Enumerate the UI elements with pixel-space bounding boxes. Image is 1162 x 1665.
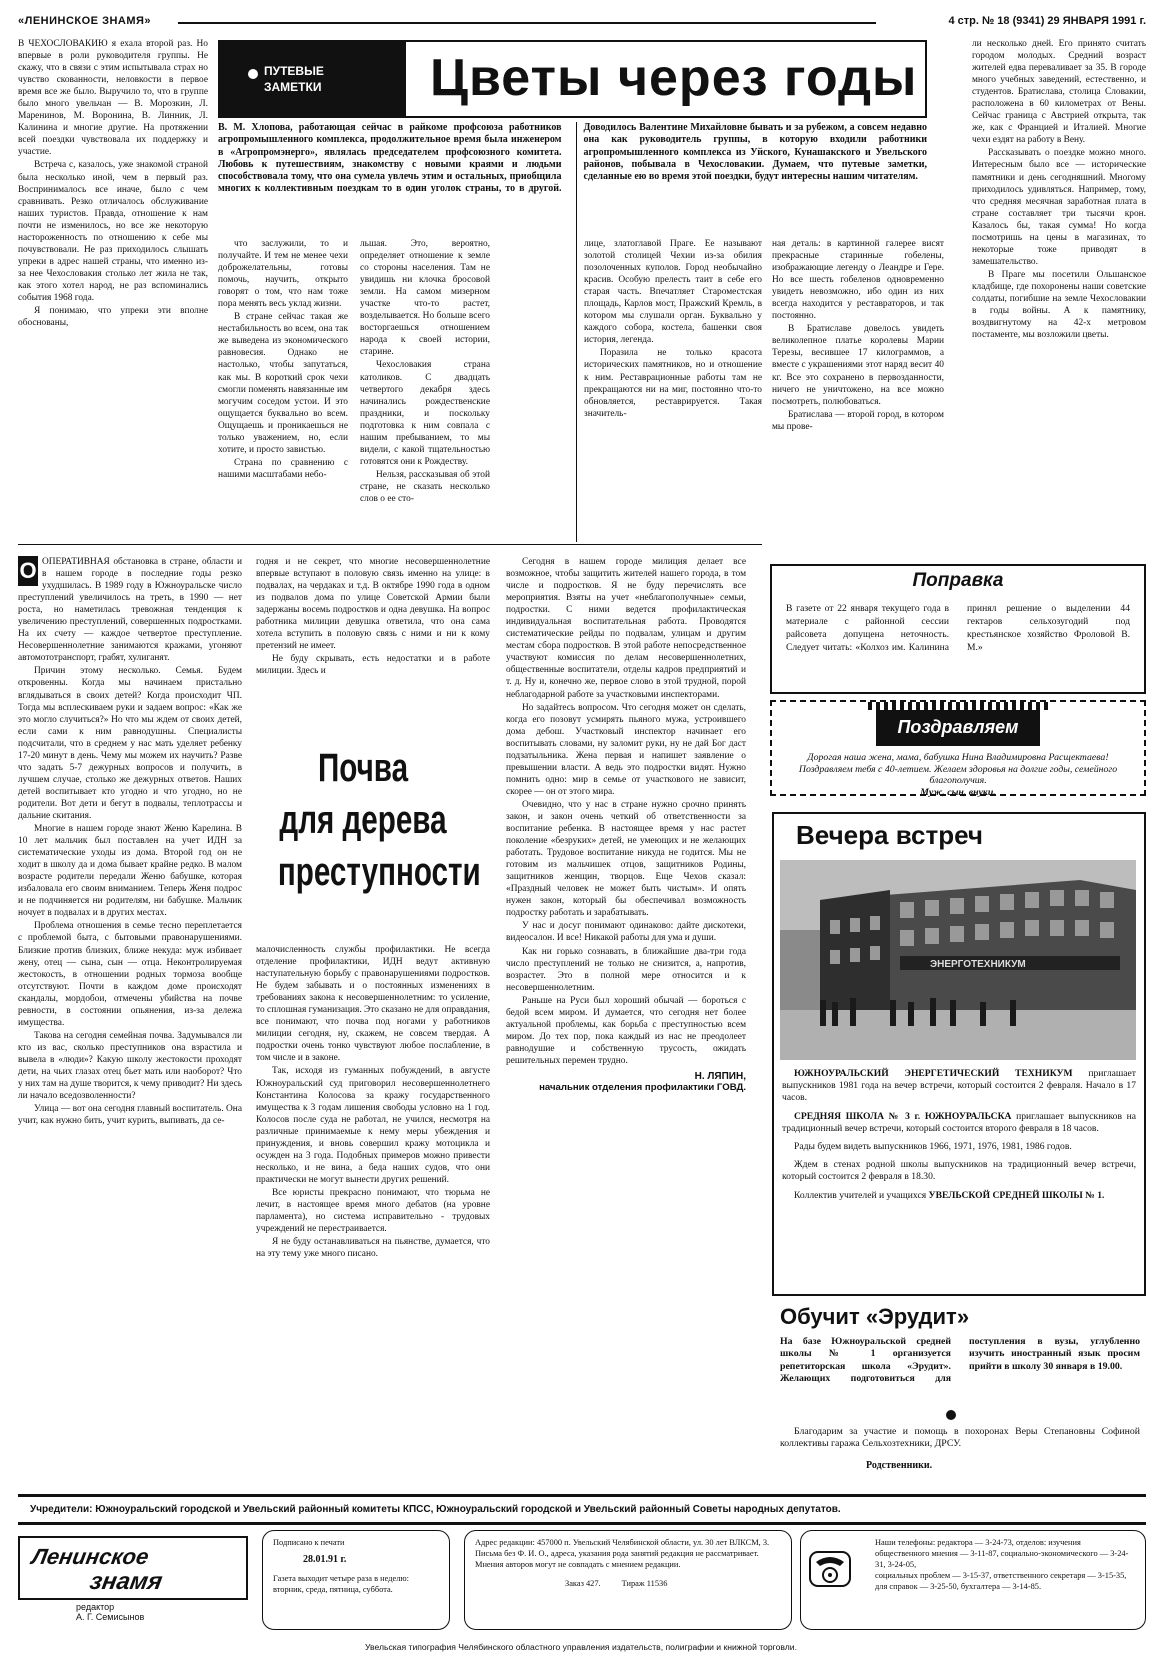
travel-col-5 <box>772 238 944 552</box>
reunion-text-5: Коллектив учителей и учащихся <box>794 1189 927 1201</box>
founders-text: Учредители: Южноуральский городской и Увельский районный комитеты КПСС, Южноуральский городской и Увельский районный Советы народных депутатов. <box>30 1504 841 1515</box>
travel-para: Чехословакия страна католиков. С двадцать четвертого декабря здесь начинались рождественские праздники, и поскольку подготовка к ним совпала с нашим пребыванием, то мы видели, с какой тщательностью готовятся они к Рождеству. <box>360 360 490 467</box>
crime-para: Но задайтесь вопросом. Что сегодня может он сделать, когда его позовут усмирять пьяного мужа, устроившего дома дебош. Участковый инспектор начинает его воспитывать словами, ну заломит руки, ну не дай Бог даст подзатыльника. Жена первая и напишет заявление о превышении власти. А ведь это подростки видят. Нужно помнить одно: мир в семье от участкового не зависит, скорее — он от этого мира. <box>506 702 746 797</box>
travel-para: В стране сейчас такая же нестабильность во всем, она так же выведена из экономического равновесия. Однако не настолько, чтобы запутаться, как мы. В короткий срок чехи смогли поменять навязанные им могучим соседом устои. И это ощущается буквально во всем. Ощущаешь и проникаешься не только уважением, но, если хотите, и просто завистью. <box>218 312 348 455</box>
correction-title: Поправка <box>912 570 1004 591</box>
publish-schedule: Газета выходит четыре раза в неделю: вторник, среда, пятница, суббота. <box>273 1574 409 1594</box>
building-sign: ЭНЕРГОТЕХНИКУМ <box>930 959 1026 970</box>
founders-bar <box>18 1494 1146 1524</box>
crime-para: Так, исходя из гуманных побуждений, в августе Южноуральский суд приговорил несовершеннолетнего Константина Колосова за кражу государственного имущества к 3 годам лишения свободы условно на 1 год. Колосов после суда не работал, не учился, несмотря на различные принимаемые к нему меры убеждения и принуждения, и вновь совершил кражу мотоцикла и осужден на 3 года. Подобных примеров можно привести несколько, и не вина, а беда наших судов, что они практически не могут вынести других решений. <box>256 1066 490 1185</box>
crime-para: Раньше на Руси был хороший обычай — бороться с бедой всем миром. И думается, что сегодня нет более актуальной проблемы, как борьба с преступностью всем миром. До тех пор, пока каждый из нас не преодолеет равнодушие и собственную трусость, ожидать решительных перемен трудно. <box>506 995 746 1066</box>
travel-para: ная деталь: в картинной галерее висят прекрасные старинные гобелены, изображающие легенду о Леандре и Гере. Но все шесть гобеленов одновременно увидеть невозможно, ибо один из них всегда находится у реставраторов, и так постоянно. <box>772 239 944 322</box>
print-date: 28.01.91 г. <box>303 1554 347 1565</box>
travel-col-3 <box>360 238 490 536</box>
correction-box <box>770 564 1146 694</box>
opinion-note: Мнения авторов могут не совпадать с мнением редакции. <box>475 1560 681 1569</box>
masthead <box>18 14 1146 32</box>
reunion-box <box>772 812 1146 1296</box>
crime-para: Такова на сегодня семейная почва. Задумывался ли кто из вас, сколько преступников она взрастила и вывела в «люди»? Какую школу жестокости проходят дети, на чьих глазах отец бьет мать или наоборот? Что у них там на душе творится, к чему приводит? Ни здесь ли начало вседозволенности? <box>18 1030 242 1102</box>
travel-title-box <box>218 40 927 118</box>
travel-col-6 <box>972 38 1146 554</box>
travel-para: Я понимаю, что упреки эти вполне обоснованы, <box>18 306 208 329</box>
crime-col-2a <box>256 556 490 732</box>
editor-label: редактор <box>76 1602 115 1612</box>
crime-para: годня и не секрет, что многие несовершеннолетние впервые вступают в половую связь именно на улице: в подвалах, на чердаках и т.д. В октябре 1990 года в одном из подвалов дома по улице Советской Армии были задержаны восемь подростков и одна девушка. На вопрос работника милиции девушка ответила, что она сама хотела вступить в половую связь с ними и ни к кому претензий не имеет. <box>256 557 490 652</box>
dropcap: О <box>18 556 38 586</box>
travel-para: что заслужили, то и получайте. И тем не менее чехи доброжелательны, готовы помочь, научить, открыто говорят о том, что нам тоже пора менять весь уклад жизни. <box>218 239 348 310</box>
rubric-line-1: ПУТЕВЫЕ <box>264 64 324 78</box>
bullet-icon <box>946 1410 956 1420</box>
greeting-box <box>770 700 1146 796</box>
travel-para: лице, златоглавой Праге. Ее называют золотой столицей Чехии из-за обилия позолоченных куполов. Город необычайно красив. Особую прелесть таит в себе его старая часть. Впечатляет Староместская площадь, Карлов мост, Пражский Кремль, в котором мы слушали орган. Буквально у каждого собора, костела, башенки своя история, легенда. <box>584 239 762 346</box>
erudit-text: На базе Южноуральской средней школы № 1 организуется репетиторская школа «Эрудит». Желающих подготовиться для поступления в вузы, углубленно изучить иностранный язык просим прийти в школу 30 января в 19.00. <box>780 1336 1140 1385</box>
crime-para: Не буду скрывать, есть недостатки и в работе милиции. Здесь и <box>256 654 490 677</box>
travel-para: Поразила не только красота исторических памятников, но и отношение к ним. Реставрационные работы там не прекращаются ни на миг, постоянно что-то обновляется, реставрируется. Такая значитель- <box>584 348 762 419</box>
reunion-text-3: Рады будем видеть выпускников 1966, 1971, 1976, 1981, 1986 годов. <box>794 1141 1072 1153</box>
crime-para: Проблема отношения в семье тесно переплетается с проблемой быта, с бытовыми правонарушениями. Близкие против близких, ближе некуда: муж избивает жену, отец — сына, сын — отца. Неконтролируемая жестокость, в отношении родных тормоза вообще отсутствуют. Почти в каждом доме происходят скандалы, мордобои, отмечены убийства на почве ревности, в состоянии опьянения, из-за дележа имущества. <box>18 921 242 1028</box>
masthead-rule <box>178 22 876 24</box>
circulation: Тираж 11536 <box>621 1579 668 1588</box>
condolence-sign: Родственники. <box>866 1460 933 1471</box>
travel-title: Цветы через годы <box>430 49 918 107</box>
newspaper-logo <box>18 1536 248 1600</box>
travel-para: Страна по сравнению с нашими масштабами небо- <box>218 457 348 480</box>
printing-house: Увельская типография Челябинского областного управления издательств, полиграфии и книжной торговли. <box>365 1642 797 1652</box>
phones-line-1: Наши телефоны: редактора — 3-24-73, отделов: изучения общественного мнения — 3-11-87, социально-экономического — 3-24-31, 3-24-05, <box>875 1538 1129 1569</box>
travel-para: Нельзя, рассказывая об этой стране, не сказать несколько слов о ее сто- <box>360 469 490 504</box>
editor-name: А. Г. Семисынов <box>76 1612 145 1622</box>
editor-info <box>76 1602 144 1622</box>
issue-info: 4 стр. № 18 (9341) 29 ЯНВАРЯ 1991 г. <box>948 15 1146 27</box>
column-divider <box>576 122 577 542</box>
crime-title <box>277 742 481 898</box>
travel-col-1 <box>18 38 208 536</box>
reunion-org-1: ЮЖНОУРАЛЬСКИЙ ЭНЕРГЕТИЧЕСКИЙ ТЕХНИКУМ <box>794 1068 1073 1079</box>
crime-para: Все юристы прекрасно понимают, что тюрьма не лечит, в настоящее время много дебатов (на уровне парламента), но система исправительно - трудовых учреждений не перестраивается. <box>256 1187 490 1235</box>
footer-rule <box>18 1494 1146 1497</box>
travel-lead: В. М. Хлопова, работающая сейчас в райкоме профсоюза работников агропромышленного комплекса, продолжительное время была инженером в «Агропромэнерго», являлась председателем профсоюзного комитета. Любовь к путешествиям, знакомству с новыми краями и людьми способствовала тому, что она сумела увлечь этим и остальных, приобщила многих к коллективным поездкам то в один уголок страны, то в другой. Доводилось Валентине Михайловне бывать и за рубежом, а совсем недавно она как руководитель группы, в которую входили работники агропромышленного комплекса из Уйского, Кунашакского и Увельского районов, побывала в Чехословакии. Думаем, что путевые заметки, сделанные ею во время этой поездки, будут интересны нашим читателям. <box>218 122 927 195</box>
crime-title-line-2: для дерева <box>279 798 447 842</box>
order-number: Заказ 427. <box>565 1579 601 1588</box>
greeting-sign: Муж, сын, внуки. <box>920 786 996 798</box>
crime-para: У нас и досуг понимают одинаково: дайте дискотеки, видеосалон. И все! Никакой работы для ума и души. <box>506 921 746 944</box>
logo-word-1: Ленинское <box>29 1544 151 1569</box>
travel-para: В Праге мы посетили Ольшанское кладбище, где похоронены наши советские солдаты, погибшие на земле Чехословакии в годы войны. А к памятнику, воздвигнутому на 42-х метровом постаменте, мы возложили цветы. <box>972 269 1146 341</box>
correction-text: В газете от 22 января текущего года в материале с районной сессии райсовета допущена неточность. Следует читать: «Колхоз им. Калинина принял решение о выделении 44 гектаров сельхозугодий под крестьянское хозяйство Фроловой В. М.» <box>786 603 1130 653</box>
travel-para: Рассказывать о поездке можно много. Интересным было все — исторические памятники и день сегодняшний. Многому приходилось удивляться. Например, тому, что средняя месячная заработная плата в стране составляет три тысячи крон. Казалось бы, такая сумма! Но когда посмотришь на цены в магазинах, то некоторые тоже приводят в замешательство. <box>972 148 1146 267</box>
print-label: Подписано к печати <box>273 1538 345 1547</box>
crime-para: Сегодня в нашем городе милиция делает все возможное, чтобы защитить жителей нашего города, в том числе и подростков. Я не буду перечислять все мероприятия. Взяты на учет «неблагополучные» семьи, подростки. С ними ведется профилактическая индивидуальная воспитательная работа. Проводятся систематические рейды по подвалам, улицам и другим местам сбора подростков. В этой работе непосредственное участвуют комиссия по делам несовершеннолетних, общественные воспитатели, отделы кадров предприятий и т. д. Ну и, конечно же, первое слово в этой трудной, порой неблагодарной работе за участковыми инспекторами. <box>506 557 746 700</box>
travel-rubric <box>220 42 406 116</box>
travel-para: В ЧЕХОСЛОВАКИЮ я ехала второй раз. Но впервые в роли руководителя группы. Не скажу, что в связи с этим испытывала страх но чувство скованности, неловкости в первое время все же было. Выручило то, что в группе было много увельчан — В. Морозкин, Л. Маренинов, М. Воронина, В. Линник, Л. Калинина и многие другие. На протяжении всей поездки чувствовала их поддержку и участие. <box>18 39 208 158</box>
reunion-text-2: приглашает выпускников на традиционный вечер встречи, который состоится второго февраля в 18 часов. <box>782 1110 1136 1134</box>
crime-author-title: начальник отделения профилактики ГОВД. <box>539 1081 746 1093</box>
crime-col-1 <box>18 556 242 1480</box>
travel-para: льшая. Это, вероятно, определяет отношение к земле со стороны населения. Там не увидишь ни клочка бросовой земли. На самом мизерном участке что-то растет, возделывается. Но больше всего восторгаешься отношением народа к своей истории, старине. <box>360 239 490 358</box>
footer-rule <box>18 1522 1146 1525</box>
editorial-address: Адрес редакции: 457000 п. Увельский Челябинской области, ул. 30 лет ВЛКСМ, 3. <box>475 1538 770 1547</box>
paper-name: «ЛЕНИНСКОЕ ЗНАМЯ» <box>18 15 152 27</box>
reunion-title: Вечера встреч <box>796 820 984 850</box>
crime-para: Многие в нашем городе знают Женю Карелина. В 10 лет мальчик был поставлен на учет ИДН за систематические уходы из дома. Второй год он не ходит в школу да и дома бывает крайне редко. В малом возрасте родители передали Женю бабушке, которая избаловала его своим вниманием. Теперь Женя подрос и не подчиняется ни родителям, ни бабушке. Мальчик ночует в подвалах и в других местах. <box>18 824 242 919</box>
letters-note: Письма без Ф. И. О., адреса, указания рода занятий редакция не рассматривает. <box>475 1549 759 1558</box>
crime-para: Причин этому несколько. Семья. Будем откровенны. Когда мы начинаем пристально вглядываться в своих детей? Когда происходит ЧП. Тогда мы всплескиваем руки и задаем вопрос: «Как же это могло случиться?» Но что мы ждем от своих детей, если сами к ним равнодушны. Специалисты подсчитали, что в среднем у нас мать уделяет ребенку 17-20 минут в день. Чему мы можем их научить? Разве что задать 5-7 дежурных вопросов и получить, в лучшем случае, столько же дежурных ответов. Наших детей воспитывает кто угодно и что угодно, но не родители. Вот дети и бегут в подвалы, теплотрассы и дальние скитания. <box>18 666 242 821</box>
print-info-box <box>262 1530 450 1630</box>
crime-col-2b <box>256 944 490 1480</box>
crime-title-line-3: преступности <box>277 850 481 894</box>
travel-col-2 <box>218 238 348 536</box>
crime-para: малочисленность службы профилактики. Не всегда отделение профилактики, ИДН ведут активную наступательную борьбу с правонарушениями подростков. Не будем забывать и о постоянных изменениях в требованиях закона к несовершеннолетним: то усиление, то сплошная гуманизация. Это сказано не для оправдания, все понимают, что почва под ногами у работников милиции сегодня, ну, скажем, не совсем твердая. А подростки очень тонко чувствуют любое послабление, в том числе и в законе. <box>256 945 490 1064</box>
telephone-icon <box>808 1548 852 1588</box>
reunion-org-3: УВЕЛЬСКОЙ СРЕДНЕЙ ШКОЛЫ № 1. <box>928 1189 1105 1201</box>
address-box <box>464 1530 792 1630</box>
phones-line-2: социальных проблем — 3-15-37, ответственного секретаря — 3-15-35, для справок — 3-25-50, бухгалтера — 3-14-85. <box>875 1571 1127 1591</box>
greeting-text <box>782 752 1134 798</box>
building-image <box>780 860 1136 1060</box>
order-circulation <box>475 1578 781 1589</box>
section-divider <box>18 544 762 545</box>
bullet-icon <box>248 69 258 79</box>
greeting-body: Дорогая наша жена, мама, бабушка Нина Владимировна Расщектаева! Поздравляем тебя с 40-летием. Желаем здоровья на долгие годы, семейного благополучия. <box>798 752 1118 787</box>
travel-para: В Братиславе довелось увидеть великолепное платье королевы Марии Терезы, весившее 17 килограммов, а вместе с украшениями этот наряд весит 40 кг. Все это сохранено в первозданности, ничего не уничтожено, на все можно посмотреть, полюбоваться. <box>772 324 944 407</box>
travel-para: Братислава — второй город, в котором мы прове- <box>772 409 944 432</box>
travel-para: Встреча с, казалось, уже знакомой страной была несколько иной, чем в первый раз. Воспринималось все иначе, было с чем сравнивать. Резко отличалось обслуживание наших туристов. Правда, отношение к нам почти не изменилось, но все же некоторую настороженность по отношению к себе мы почувствовали. Не раз приходилось слышать упреки в адрес нашей страны, что именно из-за нее Чехословакия столько лет жила не так, как этого хотел народ, не раз вспоминались события 1968 года. <box>18 160 208 303</box>
crime-para: Улица — вот она сегодня главный воспитатель. Она учит, как нужно бить, учит курить, выпивать, да се- <box>18 1104 242 1127</box>
greeting-badge: Поздравляем <box>876 708 1040 746</box>
reunion-text <box>782 1068 1136 1208</box>
crime-para <box>18 556 242 664</box>
travel-col-4 <box>584 238 762 536</box>
erudit-box <box>770 1302 1146 1478</box>
crime-col-3 <box>506 556 746 1480</box>
rubric-line-2: ЗАМЕТКИ <box>264 80 322 94</box>
reunion-text-4: Ждем в стенах родной школы выпускников на традиционный вечер встречи, который состоится 2 февраля в 18.30. <box>782 1159 1136 1183</box>
condolence-text: Благодарим за участие и помощь в похоронах Веры Степановны Софиной коллективы гаража Сельхозтехники, ДРСУ. <box>780 1426 1140 1450</box>
crime-author: Н. ЛЯПИН, <box>694 1070 746 1082</box>
crime-para: Я не буду останавливаться на пьянстве, думается, что на эту тему уже много писано. <box>256 1237 490 1260</box>
crime-para: Очевидно, что у нас в стране нужно срочно принять закон, и закон очень четкий об ответственности за воспитание ребенка. В настоящее время у нас растет поколение «безруких» детей, не умеющих и не желающих работать. Трудовое воспитание никуда не годится. Мы не готовим из мальчишек отцов, защитников Родины, защитников женщин, творцов. Еще Чехов сказал: «Праздный человек не может быть чистым». И опять нужен закон, который бы обеспечивал возможность подростку работать и зарабатывать. <box>506 799 746 919</box>
crime-para-text: ОПЕРАТИВНАЯ обстановка в стране, области и в нашем городе в последние годы резко ухудшилась. В 1989 году в Южноуральске число преступлений увеличилось на треть, в 1990 — нет роста, но наметилась тревожная тенденция к увеличению преступлений, совершенных подростками. На их счету — каждое четвертое преступление. Несовершеннолетние занимаются кражами, угоняют автомототранспорт, грабят, хулиганят. <box>18 557 242 664</box>
erudit-title: Обучит «Эрудит» <box>780 1304 970 1329</box>
crime-para: Как ни горько сознавать, в ближайшие два-три года число преступлений не только не снизится, а, напротив, возрастет. Это в полной мере относится и к несовершеннолетним. <box>506 946 746 993</box>
reunion-text-1: приглашает выпускников 1981 года на вечер встречи, который состоится 2 февраля. Начало в 17 часов. <box>782 1068 1136 1104</box>
logo-word-2: знамя <box>87 1568 165 1595</box>
travel-para: ли несколько дней. Его принято считать городом молодых. Средний возраст жителей едва переваливает за 35. В городе много учебных заведений, естественно, и студентов. Братислава, столица Словакии, расположена в 60 километрах от Вены. Сейчас граница с Австрией открыта, так же, как с Францией и Италией. Многие чехи ездят на работу в Вену. <box>972 39 1146 146</box>
college-building-photo <box>780 860 1136 1060</box>
crime-title-line-1: Почва <box>317 746 409 790</box>
reunion-org-2: СРЕДНЯЯ ШКОЛА № 3 г. ЮЖНОУРАЛЬСКА <box>794 1110 1012 1122</box>
